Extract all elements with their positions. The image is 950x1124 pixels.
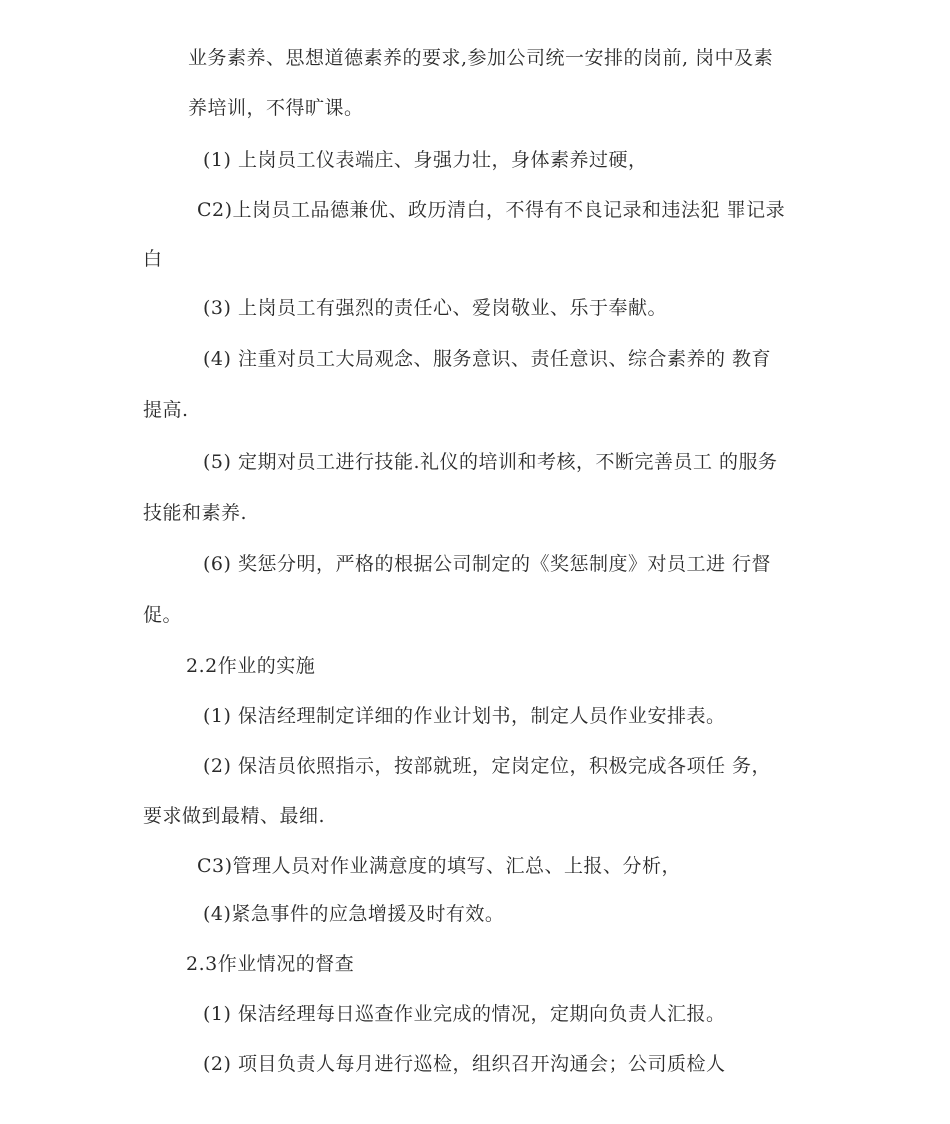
list-item-continuation: 技能和素养. [143,502,248,524]
list-item-line: (4)紧急事件的应急增援及时有效。 [203,903,505,925]
list-item-line: (2) 保洁员依照指示，按部就班，定岗定位，积极完成各项任 务， [203,755,771,777]
list-item-line: (1) 保洁经理每日巡查作业完成的情况，定期向负责人汇报。 [203,1003,726,1025]
list-item-line: C3)管理人员对作业满意度的填写、汇总、上报、分析， [197,855,682,877]
list-item-line: (1) 保洁经理制定详细的作业计划书，制定人员作业安排表。 [203,705,726,727]
list-item-continuation: 提高. [143,399,189,421]
list-item-line: C2)上岗员工品德兼优、政历清白，不得有不良记录和违法犯 罪记录 [197,199,786,221]
list-item-continuation: 促。 [143,604,183,626]
list-item-line: (1) 上岗员工仪表端庄、身强力壮，身体素养过硬， [203,149,648,171]
list-item-continuation: 白 [143,248,163,270]
list-item-line: (5) 定期对员工进行技能.礼仪的培训和考核，不断完善员工 的服务 [203,451,778,473]
paragraph-line: 业务素养、思想道德素养的要求,参加公司统一安排的岗前, 岗中及素 [188,47,774,69]
section-heading: 2.2作业的实施 [186,655,316,677]
list-item-continuation: 要求做到最精、最细. [143,805,326,827]
paragraph-line: 养培训，不得旷课。 [188,97,364,119]
list-item-line: (2) 项目负责人每月进行巡检，组织召开沟通会；公司质检人 [203,1053,726,1075]
list-item-line: (4) 注重对员工大局观念、服务意识、责任意识、综合素养的 教育 [203,348,771,370]
list-item-line: (6) 奖惩分明，严格的根据公司制定的《奖惩制度》对员工进 行督 [203,553,771,575]
list-item-line: (3) 上岗员工有强烈的责任心、爱岗敬业、乐于奉献。 [203,297,667,319]
section-heading: 2.3作业情况的督查 [186,953,355,975]
